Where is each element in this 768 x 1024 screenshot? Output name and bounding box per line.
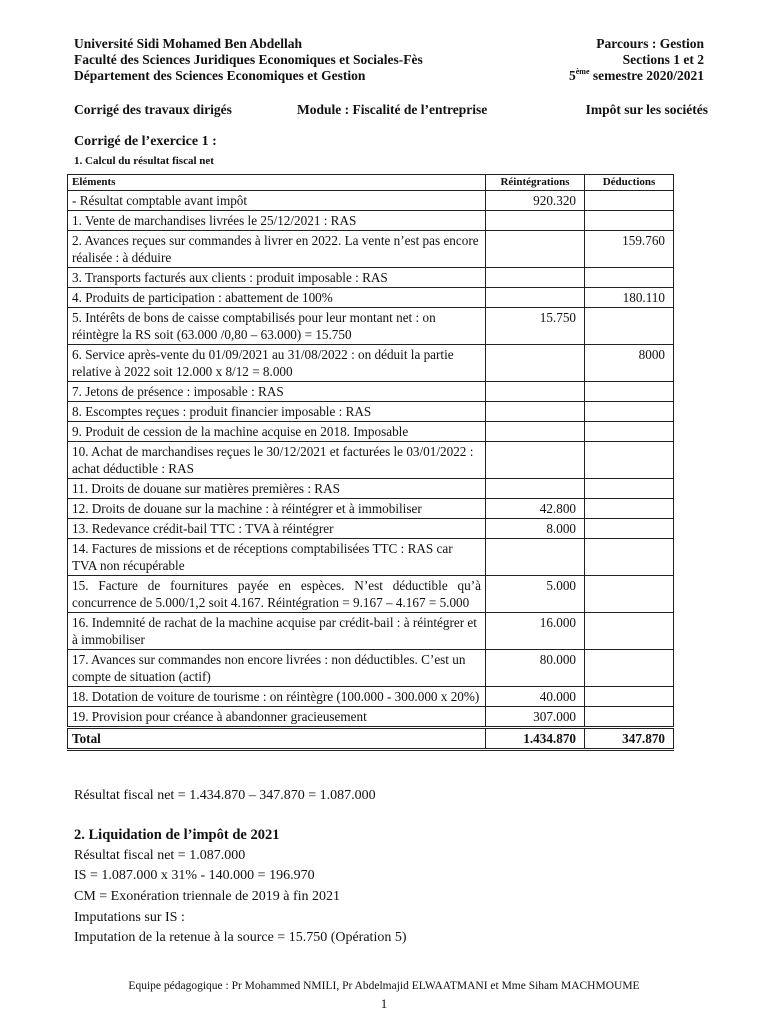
row-deduction <box>585 268 674 288</box>
row-reintegration <box>486 422 585 442</box>
row-reintegration: 920.320 <box>486 191 585 211</box>
semester-sup: ème <box>575 67 590 76</box>
row-description: 10. Achat de marchandises reçues le 30/12/2021 et facturées le 03/01/2022 : achat déductible : RAS <box>68 442 486 479</box>
table-header-row <box>68 175 674 191</box>
table-body <box>68 191 674 728</box>
row-reintegration <box>486 479 585 499</box>
header-line-2 <box>74 51 704 68</box>
row-deduction <box>585 576 674 613</box>
row-reintegration: 42.800 <box>486 499 585 519</box>
result-line: Résultat fiscal net = 1.434.870 – 347.870 = 1.087.000 <box>74 788 376 803</box>
row-description: 3. Transports facturés aux clients : produit imposable : RAS <box>68 268 486 288</box>
row-reintegration <box>486 402 585 422</box>
row-deduction <box>585 650 674 687</box>
col-header-reintegrations: Réintégrations <box>486 175 585 191</box>
table-row <box>68 288 674 308</box>
table-row <box>68 308 674 345</box>
row-description: 18. Dotation de voiture de tourisme : on réintègre (100.000 - 300.000 x 20%) <box>68 687 486 707</box>
footer-credits: Equipe pédagogique : Pr Mohammed NMILI, Pr Abdelmajid ELWAATMANI et Mme Siham MACHMOUME <box>128 980 640 992</box>
page-number: 1 <box>380 996 388 1011</box>
row-description: 5. Intérêts de bons de caisse comptabilisés pour leur montant net : on réintègre la RS soit (63.000 /0,80 – 63.000) = 15.750 <box>68 308 486 345</box>
table-row <box>68 499 674 519</box>
row-reintegration <box>486 442 585 479</box>
university-name: Université Sidi Mohamed Ben Abdellah <box>74 36 303 51</box>
row-reintegration <box>486 539 585 576</box>
row-reintegration: 8.000 <box>486 519 585 539</box>
row-description: 15. Facture de fournitures payée en espèces. N’est déductible qu’à concurrence de 5.000/1,2 soit 4.167. Réintégration = 9.167 – 4.167 = 5.000 <box>68 576 486 613</box>
section2-title: 2. Liquidation de l’impôt de 2021 <box>74 827 280 843</box>
row-description: 11. Droits de douane sur matières premières : RAS <box>68 479 486 499</box>
header-line-1 <box>74 35 704 52</box>
table-row <box>68 687 674 707</box>
table-row <box>68 519 674 539</box>
table-row <box>68 576 674 613</box>
table-total-row <box>68 728 674 750</box>
semester-text: semestre 2020/2021 <box>589 68 704 83</box>
row-deduction <box>585 442 674 479</box>
row-reintegration: 5.000 <box>486 576 585 613</box>
row-description: 2. Avances reçues sur commandes à livrer en 2022. La vente n’est pas encore réalisée : à déduire <box>68 231 486 268</box>
semester <box>569 67 704 84</box>
col-header-elements: Eléments <box>68 175 486 191</box>
module-line-right: Impôt sur les sociétés <box>585 102 708 117</box>
row-reintegration <box>486 382 585 402</box>
row-deduction: 180.110 <box>585 288 674 308</box>
table-row <box>68 345 674 382</box>
row-reintegration: 16.000 <box>486 613 585 650</box>
section2-line: Imputations sur IS : <box>74 910 185 925</box>
row-deduction <box>585 382 674 402</box>
section2-line: IS = 1.087.000 x 31% - 140.000 = 196.970 <box>74 868 315 883</box>
row-reintegration: 80.000 <box>486 650 585 687</box>
department-name: Département des Sciences Economiques et Gestion <box>74 68 366 83</box>
table-row <box>68 268 674 288</box>
table-row <box>68 231 674 268</box>
fiscal-result-table <box>67 174 674 751</box>
table-row <box>68 650 674 687</box>
module-line <box>74 101 708 119</box>
section2-line: Résultat fiscal net = 1.087.000 <box>74 848 246 863</box>
row-deduction <box>585 191 674 211</box>
row-deduction <box>585 479 674 499</box>
section1-title: 1. Calcul du résultat fiscal net <box>74 155 214 167</box>
row-deduction <box>585 308 674 345</box>
row-deduction <box>585 687 674 707</box>
header-line-3 <box>74 67 704 84</box>
table-row <box>68 539 674 576</box>
table-row <box>68 479 674 499</box>
row-description: 6. Service après-vente du 01/09/2021 au 31/08/2022 : on déduit la partie relative à 2022 soit 12.000 x 8/12 = 8.000 <box>68 345 486 382</box>
semester-number: 5 <box>569 68 576 83</box>
row-description: - Résultat comptable avant impôt <box>68 191 486 211</box>
row-description: 8. Escomptes reçues : produit financier imposable : RAS <box>68 402 486 422</box>
table-row <box>68 707 674 728</box>
row-reintegration: 307.000 <box>486 707 585 728</box>
table-row <box>68 191 674 211</box>
table-row <box>68 382 674 402</box>
row-description: 19. Provision pour créance à abandonner gracieusement <box>68 707 486 728</box>
row-deduction <box>585 211 674 231</box>
row-deduction <box>585 519 674 539</box>
row-deduction <box>585 539 674 576</box>
table-row <box>68 402 674 422</box>
row-reintegration <box>486 231 585 268</box>
row-reintegration <box>486 288 585 308</box>
table-row <box>68 422 674 442</box>
row-description: 9. Produit de cession de la machine acquise en 2018. Imposable <box>68 422 486 442</box>
row-description: 4. Produits de participation : abattement de 100% <box>68 288 486 308</box>
col-header-deductions: Déductions <box>585 175 674 191</box>
module-line-middle: Module : Fiscalité de l’entreprise <box>297 102 488 117</box>
row-description: 14. Factures de missions et de réceptions comptabilisées TTC : RAS car TVA non récupérable <box>68 539 486 576</box>
table-row <box>68 442 674 479</box>
row-deduction: 159.760 <box>585 231 674 268</box>
row-description: 1. Vente de marchandises livrées le 25/12/2021 : RAS <box>68 211 486 231</box>
parcours: Parcours : Gestion <box>596 36 704 51</box>
row-deduction <box>585 499 674 519</box>
total-deductions: 347.870 <box>585 728 674 750</box>
total-label: Total <box>68 728 486 750</box>
row-deduction <box>585 422 674 442</box>
section2-line: CM = Exonération triennale de 2019 à fin 2021 <box>74 889 341 904</box>
row-description: 13. Redevance crédit-bail TTC : TVA à réintégrer <box>68 519 486 539</box>
total-reintegrations: 1.434.870 <box>486 728 585 750</box>
sections: Sections 1 et 2 <box>622 52 704 67</box>
row-deduction <box>585 707 674 728</box>
row-description: 7. Jetons de présence : imposable : RAS <box>68 382 486 402</box>
table-row <box>68 211 674 231</box>
faculty-name: Faculté des Sciences Juridiques Economiques et Sociales-Fès <box>74 52 423 67</box>
row-description: 17. Avances sur commandes non encore livrées : non déductibles. C’est un compte de situation (actif) <box>68 650 486 687</box>
row-reintegration <box>486 211 585 231</box>
exercise-title: Corrigé de l’exercice 1 : <box>74 134 217 149</box>
row-reintegration <box>486 268 585 288</box>
row-deduction <box>585 613 674 650</box>
section2-line: Imputation de la retenue à la source = 15.750 (Opération 5) <box>74 930 407 945</box>
table-row <box>68 613 674 650</box>
row-description: 16. Indemnité de rachat de la machine acquise par crédit-bail : à réintégrer et à immobiliser <box>68 613 486 650</box>
row-reintegration: 15.750 <box>486 308 585 345</box>
row-deduction: 8000 <box>585 345 674 382</box>
row-description: 12. Droits de douane sur la machine : à réintégrer et à immobiliser <box>68 499 486 519</box>
row-reintegration <box>486 345 585 382</box>
row-reintegration: 40.000 <box>486 687 585 707</box>
row-deduction <box>585 402 674 422</box>
module-line-left: Corrigé des travaux dirigés <box>74 102 232 117</box>
